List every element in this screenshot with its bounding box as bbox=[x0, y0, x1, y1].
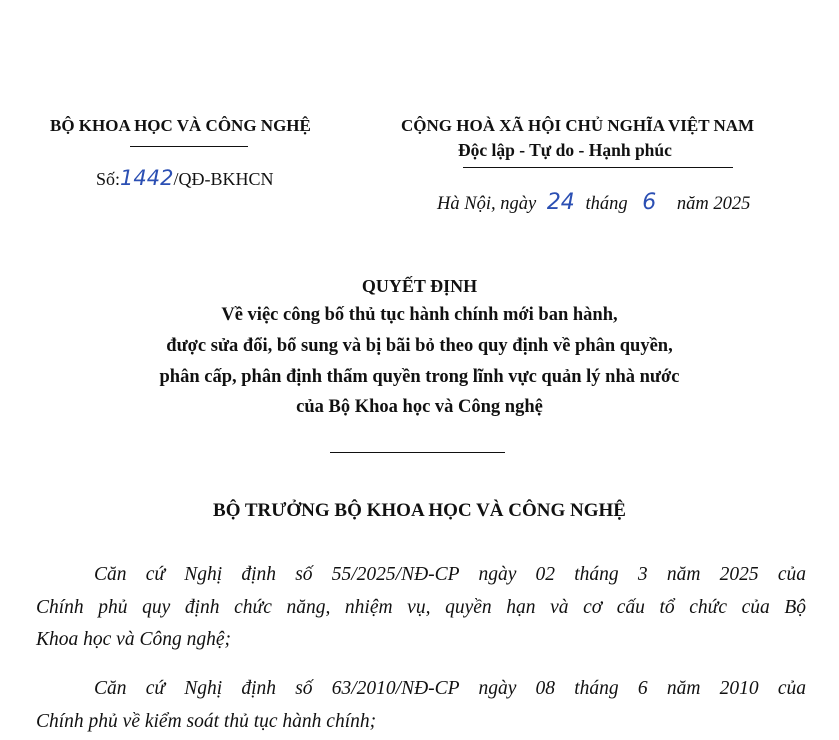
date-prefix: Hà Nội, ngày bbox=[437, 194, 537, 214]
date-day-handwritten: 24 bbox=[546, 190, 575, 215]
national-motto: Độc lập - Tự do - Hạnh phúc bbox=[458, 140, 672, 160]
issuing-authority: BỘ TRƯỞNG BỘ KHOA HỌC VÀ CÔNG NGHỆ bbox=[213, 500, 626, 521]
issue-date bbox=[437, 190, 750, 215]
date-year: năm 2025 bbox=[676, 194, 751, 214]
legal-basis-paragraph-1 bbox=[36, 559, 806, 657]
title-divider bbox=[330, 452, 505, 453]
paragraph-2-line-2: Chính phủ về kiểm soát thủ tục hành chính; bbox=[36, 710, 377, 732]
decision-subject-line-3: phân cấp, phân định thẩm quyền trong lĩnh vực quản lý nhà nước bbox=[159, 367, 680, 387]
motto-underline bbox=[463, 167, 733, 168]
doc-number-prefix: Số: bbox=[96, 169, 121, 189]
paragraph-2-line-1: Căn cứ Nghị định số 63/2010/NĐ-CP ngày 08 tháng 6 năm 2010 của bbox=[94, 678, 806, 699]
decision-heading: QUYẾT ĐỊNH bbox=[361, 276, 478, 296]
date-month-word: tháng bbox=[585, 194, 628, 214]
doc-number-suffix: /QĐ-BKHCN bbox=[173, 169, 274, 189]
decision-subject-line-4: của Bộ Khoa học và Công nghệ bbox=[296, 397, 543, 417]
decision-subject-line-1: Về việc công bố thủ tục hành chính mới ban hành, bbox=[221, 305, 618, 325]
paragraph-1-line-3: Khoa học và Công nghệ; bbox=[36, 629, 231, 650]
country-name: CỘNG HOÀ XÃ HỘI CHỦ NGHĨA VIỆT NAM bbox=[401, 116, 755, 135]
paragraph-1-line-2: Chính phủ quy định chức năng, nhiệm vụ, quyền hạn và cơ cấu tổ chức của Bộ bbox=[36, 596, 806, 618]
ministry-name: BỘ KHOA HỌC VÀ CÔNG NGHỆ bbox=[50, 116, 311, 135]
paragraph-1-line-1: Căn cứ Nghị định số 55/2025/NĐ-CP ngày 02 tháng 3 năm 2025 của bbox=[94, 564, 806, 585]
legal-basis-paragraph-2 bbox=[36, 673, 806, 738]
ministry-underline bbox=[130, 146, 248, 147]
doc-number-handwritten: 1442 bbox=[120, 166, 174, 190]
date-month-handwritten: 6 bbox=[642, 190, 657, 215]
decision-subject-line-2: được sửa đổi, bổ sung và bị bãi bỏ theo quy định về phân quyền, bbox=[166, 336, 673, 356]
document-number bbox=[96, 166, 273, 190]
